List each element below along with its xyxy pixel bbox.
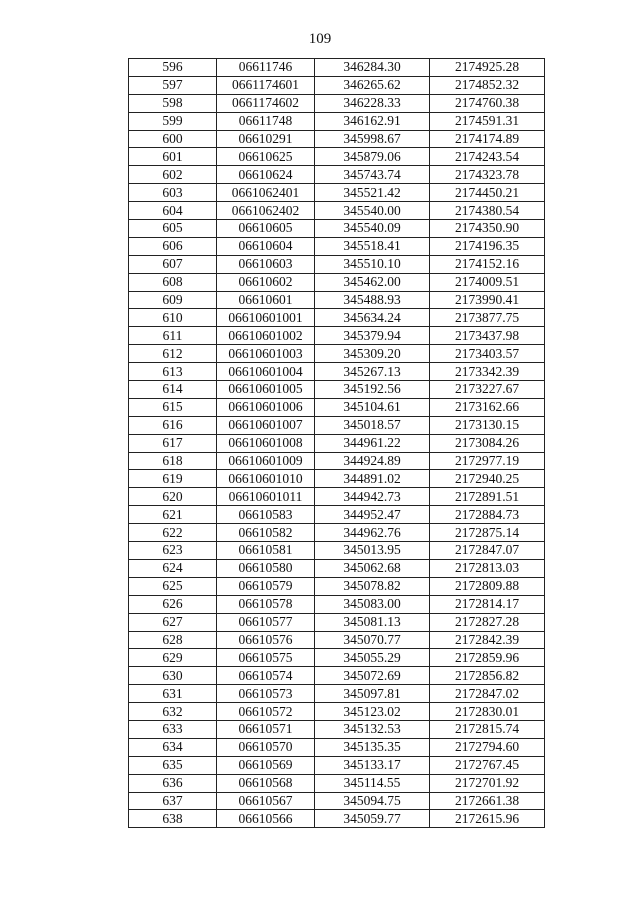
table-row <box>129 524 545 542</box>
table-row <box>129 166 545 184</box>
point-code-cell: 06610571 <box>217 720 315 738</box>
point-number-cell: 624 <box>129 559 217 577</box>
table-row <box>129 774 545 792</box>
table-row <box>129 506 545 524</box>
point-code-cell: 06610574 <box>217 667 315 685</box>
point-number-cell: 621 <box>129 506 217 524</box>
point-number-cell: 608 <box>129 273 217 291</box>
table-row <box>129 631 545 649</box>
y-coordinate-cell: 2172847.02 <box>430 685 545 703</box>
point-number-cell: 596 <box>129 59 217 77</box>
coordinates-table-body <box>129 59 545 828</box>
x-coordinate-cell: 345540.00 <box>315 202 430 220</box>
y-coordinate-cell: 2173227.67 <box>430 381 545 399</box>
y-coordinate-cell: 2173437.98 <box>430 327 545 345</box>
point-number-cell: 622 <box>129 524 217 542</box>
point-code-cell: 06610602 <box>217 273 315 291</box>
x-coordinate-cell: 345083.00 <box>315 595 430 613</box>
point-number-cell: 629 <box>129 649 217 667</box>
point-code-cell: 06610601001 <box>217 309 315 327</box>
x-coordinate-cell: 345094.75 <box>315 792 430 810</box>
point-code-cell: 06610580 <box>217 559 315 577</box>
table-row <box>129 130 545 148</box>
point-number-cell: 620 <box>129 488 217 506</box>
table-row <box>129 667 545 685</box>
point-code-cell: 06610605 <box>217 220 315 238</box>
x-coordinate-cell: 345192.56 <box>315 381 430 399</box>
table-row <box>129 416 545 434</box>
table-row <box>129 381 545 399</box>
x-coordinate-cell: 344942.73 <box>315 488 430 506</box>
point-code-cell: 06610624 <box>217 166 315 184</box>
point-code-cell: 06610567 <box>217 792 315 810</box>
point-code-cell: 06611748 <box>217 112 315 130</box>
y-coordinate-cell: 2174760.38 <box>430 94 545 112</box>
y-coordinate-cell: 2172875.14 <box>430 524 545 542</box>
point-number-cell: 619 <box>129 470 217 488</box>
point-number-cell: 632 <box>129 703 217 721</box>
point-code-cell: 06610601008 <box>217 434 315 452</box>
y-coordinate-cell: 2173084.26 <box>430 434 545 452</box>
point-number-cell: 597 <box>129 76 217 94</box>
point-code-cell: 06610601003 <box>217 345 315 363</box>
table-row <box>129 363 545 381</box>
table-row <box>129 470 545 488</box>
point-code-cell: 06610577 <box>217 613 315 631</box>
point-number-cell: 634 <box>129 738 217 756</box>
point-number-cell: 599 <box>129 112 217 130</box>
x-coordinate-cell: 345521.42 <box>315 184 430 202</box>
point-code-cell: 06610582 <box>217 524 315 542</box>
y-coordinate-cell: 2172884.73 <box>430 506 545 524</box>
point-code-cell: 06610575 <box>217 649 315 667</box>
y-coordinate-cell: 2174196.35 <box>430 237 545 255</box>
point-number-cell: 604 <box>129 202 217 220</box>
x-coordinate-cell: 345510.10 <box>315 255 430 273</box>
point-code-cell: 0661174602 <box>217 94 315 112</box>
table-row <box>129 542 545 560</box>
x-coordinate-cell: 345062.68 <box>315 559 430 577</box>
point-code-cell: 06610604 <box>217 237 315 255</box>
point-number-cell: 625 <box>129 577 217 595</box>
table-row <box>129 112 545 130</box>
table-row <box>129 309 545 327</box>
x-coordinate-cell: 345135.35 <box>315 738 430 756</box>
point-number-cell: 606 <box>129 237 217 255</box>
point-code-cell: 0661174601 <box>217 76 315 94</box>
point-code-cell: 06610579 <box>217 577 315 595</box>
point-code-cell: 06610570 <box>217 738 315 756</box>
x-coordinate-cell: 345114.55 <box>315 774 430 792</box>
point-number-cell: 616 <box>129 416 217 434</box>
point-code-cell: 06610601007 <box>217 416 315 434</box>
table-row <box>129 488 545 506</box>
point-number-cell: 635 <box>129 756 217 774</box>
y-coordinate-cell: 2172940.25 <box>430 470 545 488</box>
x-coordinate-cell: 345070.77 <box>315 631 430 649</box>
point-code-cell: 0661062402 <box>217 202 315 220</box>
table-row <box>129 94 545 112</box>
point-number-cell: 612 <box>129 345 217 363</box>
x-coordinate-cell: 345540.09 <box>315 220 430 238</box>
point-number-cell: 613 <box>129 363 217 381</box>
x-coordinate-cell: 344924.89 <box>315 452 430 470</box>
y-coordinate-cell: 2172794.60 <box>430 738 545 756</box>
point-code-cell: 06610583 <box>217 506 315 524</box>
x-coordinate-cell: 346162.91 <box>315 112 430 130</box>
point-number-cell: 628 <box>129 631 217 649</box>
x-coordinate-cell: 344891.02 <box>315 470 430 488</box>
x-coordinate-cell: 346228.33 <box>315 94 430 112</box>
point-code-cell: 06610601006 <box>217 398 315 416</box>
table-row <box>129 202 545 220</box>
point-number-cell: 623 <box>129 542 217 560</box>
table-row <box>129 720 545 738</box>
point-code-cell: 06610603 <box>217 255 315 273</box>
x-coordinate-cell: 345309.20 <box>315 345 430 363</box>
point-number-cell: 598 <box>129 94 217 112</box>
point-code-cell: 06610576 <box>217 631 315 649</box>
x-coordinate-cell: 345634.24 <box>315 309 430 327</box>
x-coordinate-cell: 346265.62 <box>315 76 430 94</box>
table-row <box>129 613 545 631</box>
x-coordinate-cell: 345013.95 <box>315 542 430 560</box>
point-number-cell: 630 <box>129 667 217 685</box>
table-row <box>129 434 545 452</box>
point-code-cell: 06610601011 <box>217 488 315 506</box>
point-code-cell: 06610572 <box>217 703 315 721</box>
table-row <box>129 649 545 667</box>
y-coordinate-cell: 2172815.74 <box>430 720 545 738</box>
page-number: 109 <box>308 31 332 47</box>
table-row <box>129 738 545 756</box>
y-coordinate-cell: 2172842.39 <box>430 631 545 649</box>
point-number-cell: 626 <box>129 595 217 613</box>
x-coordinate-cell: 345132.53 <box>315 720 430 738</box>
y-coordinate-cell: 2172809.88 <box>430 577 545 595</box>
x-coordinate-cell: 345059.77 <box>315 810 430 828</box>
y-coordinate-cell: 2173877.75 <box>430 309 545 327</box>
point-number-cell: 633 <box>129 720 217 738</box>
table-row <box>129 452 545 470</box>
point-code-cell: 06610578 <box>217 595 315 613</box>
x-coordinate-cell: 345518.41 <box>315 237 430 255</box>
x-coordinate-cell: 344962.76 <box>315 524 430 542</box>
x-coordinate-cell: 344952.47 <box>315 506 430 524</box>
table-row <box>129 291 545 309</box>
y-coordinate-cell: 2174350.90 <box>430 220 545 238</box>
y-coordinate-cell: 2172767.45 <box>430 756 545 774</box>
y-coordinate-cell: 2172830.01 <box>430 703 545 721</box>
x-coordinate-cell: 345998.67 <box>315 130 430 148</box>
point-code-cell: 06610601005 <box>217 381 315 399</box>
coordinates-table <box>128 58 545 828</box>
x-coordinate-cell: 345267.13 <box>315 363 430 381</box>
table-row <box>129 148 545 166</box>
point-code-cell: 06610601004 <box>217 363 315 381</box>
point-code-cell: 06610601002 <box>217 327 315 345</box>
x-coordinate-cell: 345097.81 <box>315 685 430 703</box>
y-coordinate-cell: 2174009.51 <box>430 273 545 291</box>
table-row <box>129 76 545 94</box>
x-coordinate-cell: 345379.94 <box>315 327 430 345</box>
point-number-cell: 638 <box>129 810 217 828</box>
point-number-cell: 617 <box>129 434 217 452</box>
x-coordinate-cell: 345081.13 <box>315 613 430 631</box>
x-coordinate-cell: 346284.30 <box>315 59 430 77</box>
x-coordinate-cell: 345104.61 <box>315 398 430 416</box>
point-number-cell: 615 <box>129 398 217 416</box>
point-number-cell: 618 <box>129 452 217 470</box>
x-coordinate-cell: 345488.93 <box>315 291 430 309</box>
table-row <box>129 398 545 416</box>
point-code-cell: 06610581 <box>217 542 315 560</box>
y-coordinate-cell: 2173403.57 <box>430 345 545 363</box>
y-coordinate-cell: 2174243.54 <box>430 148 545 166</box>
x-coordinate-cell: 345879.06 <box>315 148 430 166</box>
y-coordinate-cell: 2172813.03 <box>430 559 545 577</box>
y-coordinate-cell: 2172814.17 <box>430 595 545 613</box>
x-coordinate-cell: 345743.74 <box>315 166 430 184</box>
y-coordinate-cell: 2172856.82 <box>430 667 545 685</box>
point-code-cell: 06610573 <box>217 685 315 703</box>
y-coordinate-cell: 2174323.78 <box>430 166 545 184</box>
point-code-cell: 06610569 <box>217 756 315 774</box>
point-code-cell: 06610601 <box>217 291 315 309</box>
point-number-cell: 609 <box>129 291 217 309</box>
point-code-cell: 06610566 <box>217 810 315 828</box>
y-coordinate-cell: 2174174.89 <box>430 130 545 148</box>
x-coordinate-cell: 345072.69 <box>315 667 430 685</box>
x-coordinate-cell: 345123.02 <box>315 703 430 721</box>
x-coordinate-cell: 345133.17 <box>315 756 430 774</box>
point-number-cell: 601 <box>129 148 217 166</box>
y-coordinate-cell: 2174852.32 <box>430 76 545 94</box>
point-code-cell: 06610625 <box>217 148 315 166</box>
table-row <box>129 595 545 613</box>
y-coordinate-cell: 2174925.28 <box>430 59 545 77</box>
table-row <box>129 756 545 774</box>
y-coordinate-cell: 2172891.51 <box>430 488 545 506</box>
table-row <box>129 327 545 345</box>
y-coordinate-cell: 2174152.16 <box>430 255 545 273</box>
x-coordinate-cell: 345055.29 <box>315 649 430 667</box>
y-coordinate-cell: 2172661.38 <box>430 792 545 810</box>
point-number-cell: 603 <box>129 184 217 202</box>
point-number-cell: 637 <box>129 792 217 810</box>
y-coordinate-cell: 2174591.31 <box>430 112 545 130</box>
y-coordinate-cell: 2172847.07 <box>430 542 545 560</box>
point-code-cell: 06610601009 <box>217 452 315 470</box>
x-coordinate-cell: 345462.00 <box>315 273 430 291</box>
point-number-cell: 611 <box>129 327 217 345</box>
x-coordinate-cell: 344961.22 <box>315 434 430 452</box>
table-row <box>129 810 545 828</box>
y-coordinate-cell: 2174450.21 <box>430 184 545 202</box>
table-row <box>129 577 545 595</box>
table-row <box>129 273 545 291</box>
point-number-cell: 636 <box>129 774 217 792</box>
point-number-cell: 607 <box>129 255 217 273</box>
table-row <box>129 59 545 77</box>
y-coordinate-cell: 2174380.54 <box>430 202 545 220</box>
table-row <box>129 685 545 703</box>
point-number-cell: 631 <box>129 685 217 703</box>
y-coordinate-cell: 2173990.41 <box>430 291 545 309</box>
y-coordinate-cell: 2173162.66 <box>430 398 545 416</box>
table-row <box>129 792 545 810</box>
point-number-cell: 600 <box>129 130 217 148</box>
y-coordinate-cell: 2172827.28 <box>430 613 545 631</box>
point-code-cell: 06610568 <box>217 774 315 792</box>
y-coordinate-cell: 2172701.92 <box>430 774 545 792</box>
point-code-cell: 0661062401 <box>217 184 315 202</box>
table-row <box>129 345 545 363</box>
point-number-cell: 627 <box>129 613 217 631</box>
y-coordinate-cell: 2173130.15 <box>430 416 545 434</box>
table-row <box>129 703 545 721</box>
point-code-cell: 06610291 <box>217 130 315 148</box>
y-coordinate-cell: 2172615.96 <box>430 810 545 828</box>
point-number-cell: 610 <box>129 309 217 327</box>
point-number-cell: 602 <box>129 166 217 184</box>
table-row <box>129 237 545 255</box>
y-coordinate-cell: 2173342.39 <box>430 363 545 381</box>
table-row <box>129 220 545 238</box>
x-coordinate-cell: 345078.82 <box>315 577 430 595</box>
point-code-cell: 06611746 <box>217 59 315 77</box>
table-row <box>129 559 545 577</box>
point-number-cell: 605 <box>129 220 217 238</box>
point-number-cell: 614 <box>129 381 217 399</box>
table-row <box>129 184 545 202</box>
y-coordinate-cell: 2172859.96 <box>430 649 545 667</box>
table-row <box>129 255 545 273</box>
x-coordinate-cell: 345018.57 <box>315 416 430 434</box>
y-coordinate-cell: 2172977.19 <box>430 452 545 470</box>
point-code-cell: 06610601010 <box>217 470 315 488</box>
